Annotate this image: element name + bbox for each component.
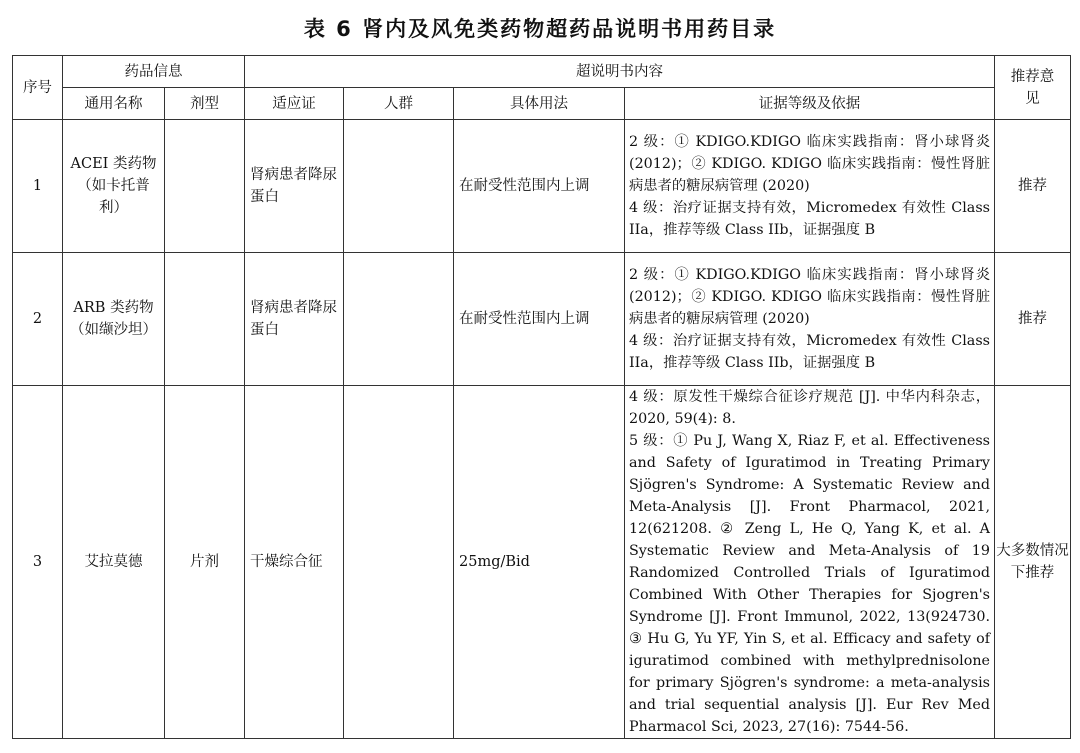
cell-dosage-form xyxy=(165,120,245,253)
cell-indication: 肾病患者降尿蛋白 xyxy=(245,253,344,386)
table-row xyxy=(13,386,1071,739)
cell-evidence xyxy=(625,120,995,253)
header-dosage-form: 剂型 xyxy=(165,88,245,120)
table-row xyxy=(13,253,1071,386)
table-row xyxy=(13,120,1071,253)
header-evidence: 证据等级及依据 xyxy=(625,88,995,120)
header-population: 人群 xyxy=(344,88,454,120)
cell-recommend: 推荐 xyxy=(995,120,1071,253)
off-label-drug-table xyxy=(12,55,1071,739)
cell-generic-name: ARB 类药物（如缬沙坦） xyxy=(63,253,165,386)
cell-generic-name: 艾拉莫德 xyxy=(63,386,165,739)
header-row-2 xyxy=(13,88,1071,120)
cell-indication: 肾病患者降尿蛋白 xyxy=(245,120,344,253)
cell-usage: 在耐受性范围内上调 xyxy=(454,120,625,253)
cell-usage: 在耐受性范围内上调 xyxy=(454,253,625,386)
evidence-line: 4 级：治疗证据支持有效，Micromedex 有效性 Class IIa，推荐等级 Class IIb，证据强度 B xyxy=(629,333,990,371)
cell-evidence xyxy=(625,386,995,739)
cell-dosage-form: 片剂 xyxy=(165,386,245,739)
cell-indication: 干燥综合征 xyxy=(245,386,344,739)
header-drug-info: 药品信息 xyxy=(63,56,245,88)
table-title: 表 6 肾内及风免类药物超药品说明书用药目录 xyxy=(303,17,777,41)
header-recommend: 推荐意见 xyxy=(995,56,1071,120)
evidence-line: 4 级：治疗证据支持有效，Micromedex 有效性 Class IIa，推荐等级 Class IIb，证据强度 B xyxy=(629,200,990,238)
cell-recommend: 推荐 xyxy=(995,253,1071,386)
cell-recommend: 大多数情况下推荐 xyxy=(995,386,1071,739)
header-off-label: 超说明书内容 xyxy=(245,56,995,88)
evidence-line: 2 级：① KDIGO.KDIGO 临床实践指南：肾小球肾炎 (2012)；② KDIGO. KDIGO 临床实践指南：慢性肾脏病患者的糖尿病管理 (2020) xyxy=(629,134,990,194)
cell-seq: 3 xyxy=(13,386,63,739)
cell-population xyxy=(344,253,454,386)
cell-population xyxy=(344,120,454,253)
evidence-line: 5 级：① Pu J, Wang X, Riaz F, et al. Effectiveness and Safety of Iguratimod in Treating Primary Sjögren's Syndrome: A Systematic Review and Meta-Analysis [J]. Front Pharmacol, 2021, 12(621208. ② Zeng L, He Q, Yang K, et al. A Systematic Review and Meta-Analysis of 19 Randomized Controlled Trials of Iguratimod Combined With Other Therapies for Sjogren's Syndrome [J]. Front Immunol, 2022, 13(924730. ③ Hu G, Yu YF, Yin S, et al. Efficacy and safety of iguratimod combined with methylprednisolone for primary Sjögren's syndrome: a meta-analysis and trial sequential analysis [J]. Eur Rev Med Pharmacol Sci, 2023, 27(16): 7544-56. xyxy=(629,433,990,735)
cell-seq: 2 xyxy=(13,253,63,386)
header-seq: 序号 xyxy=(13,56,63,120)
header-row-1 xyxy=(13,56,1071,88)
cell-evidence xyxy=(625,253,995,386)
cell-generic-name: ACEI 类药物（如卡托普利） xyxy=(63,120,165,253)
evidence-line: 2 级：① KDIGO.KDIGO 临床实践指南：肾小球肾炎 (2012)；② KDIGO. KDIGO 临床实践指南：慢性肾脏病患者的糖尿病管理 (2020) xyxy=(629,267,990,327)
header-usage: 具体用法 xyxy=(454,88,625,120)
cell-seq: 1 xyxy=(13,120,63,253)
evidence-line: 4 级：原发性干燥综合征诊疗规范 [J]. 中华内科杂志，2020, 59(4): 8. xyxy=(629,389,990,427)
header-generic-name: 通用名称 xyxy=(63,88,165,120)
cell-population xyxy=(344,386,454,739)
header-indication: 适应证 xyxy=(245,88,344,120)
cell-usage: 25mg/Bid xyxy=(454,386,625,739)
cell-dosage-form xyxy=(165,253,245,386)
